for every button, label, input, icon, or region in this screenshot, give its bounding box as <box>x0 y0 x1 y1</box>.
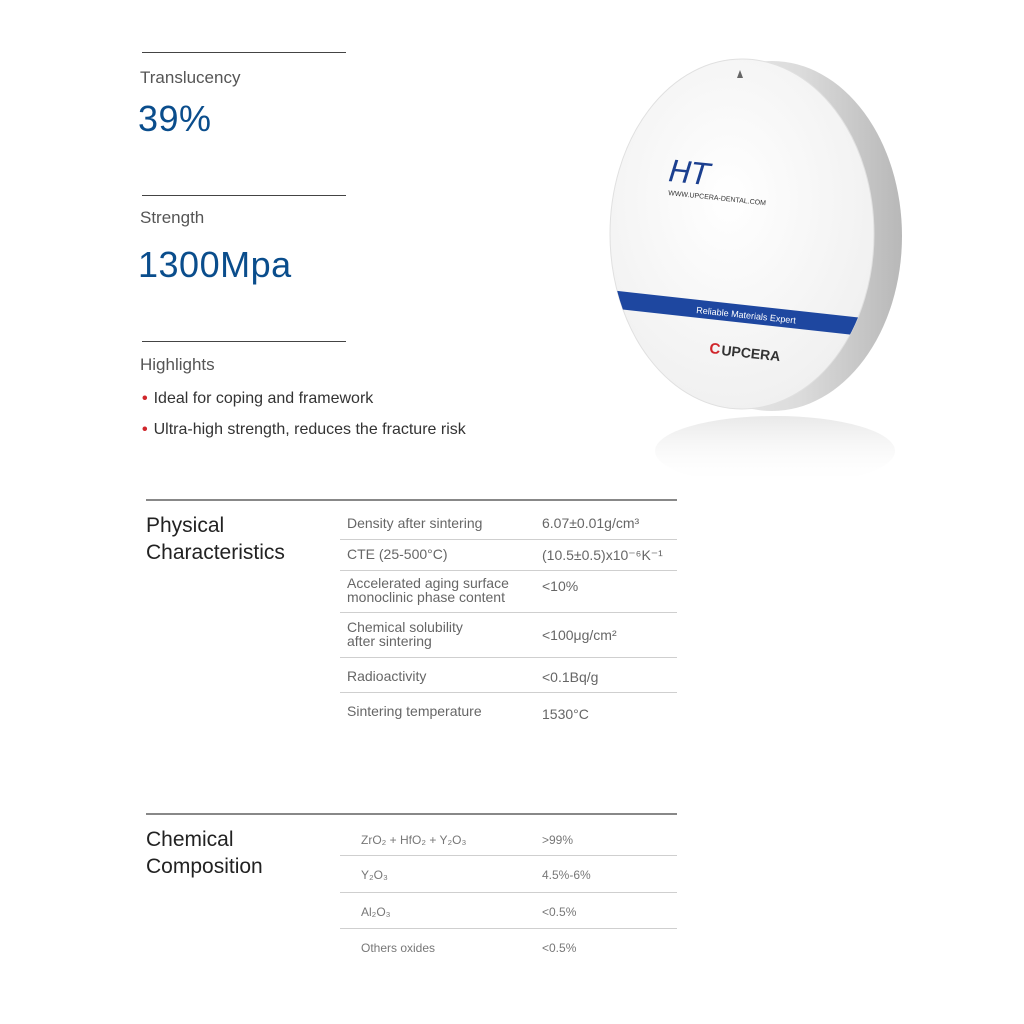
highlight-item: • Ideal for coping and framework <box>142 390 374 407</box>
brand-logo-mark-icon: C <box>708 340 722 359</box>
product-name: HT <box>667 154 712 194</box>
chemical-composition-table <box>340 815 677 965</box>
physical-section-title: Physical Characteristics <box>146 514 285 564</box>
table-row: Y₂O₃ 4.5%-6% <box>340 856 677 893</box>
highlight-item: • Ultra-high strength, reduces the fracture risk <box>142 421 466 438</box>
table-row: Chemical solubility after sintering <100μg/cm² <box>340 613 677 658</box>
translucency-divider <box>142 52 346 53</box>
highlights-list <box>142 388 466 450</box>
product-disc-image <box>600 56 910 476</box>
table-row: ZrO₂ + HfO₂ + Y₂O₃ >99% <box>340 815 677 856</box>
strength-label: Strength <box>140 208 205 227</box>
highlights-label: Highlights <box>140 355 215 374</box>
physical-characteristics-table <box>340 501 677 729</box>
brand-name: UPCERA <box>720 342 782 365</box>
table-row: CTE (25-500°C) (10.5±0.5)x10⁻⁶K⁻¹ <box>340 540 677 571</box>
translucency-value: 39% <box>138 98 212 139</box>
table-row: Sintering temperature 1530°C <box>347 703 589 722</box>
strength-value: 1300Mpa <box>138 244 292 285</box>
product-band-text: Reliable Materials Expert <box>695 305 797 326</box>
translucency-label: Translucency <box>140 68 241 87</box>
strength-divider <box>142 195 346 196</box>
chemical-section-title: Chemical Composition <box>146 828 263 878</box>
product-website: WWW.UPCERA-DENTAL.COM <box>667 190 767 208</box>
bullet-dot-icon: • <box>142 390 148 407</box>
table-row: Al₂O₃ <0.5% <box>340 893 677 929</box>
bullet-dot-icon: • <box>142 421 148 438</box>
table-row: Radioactivity <0.1Bq/g <box>340 658 677 693</box>
table-row: Others oxides <0.5% <box>361 941 577 955</box>
highlights-divider <box>142 341 346 342</box>
table-row: Density after sintering 6.07±0.01g/cm³ <box>340 501 677 540</box>
table-row: Accelerated aging surface monoclinic phase content <10% <box>340 571 677 613</box>
